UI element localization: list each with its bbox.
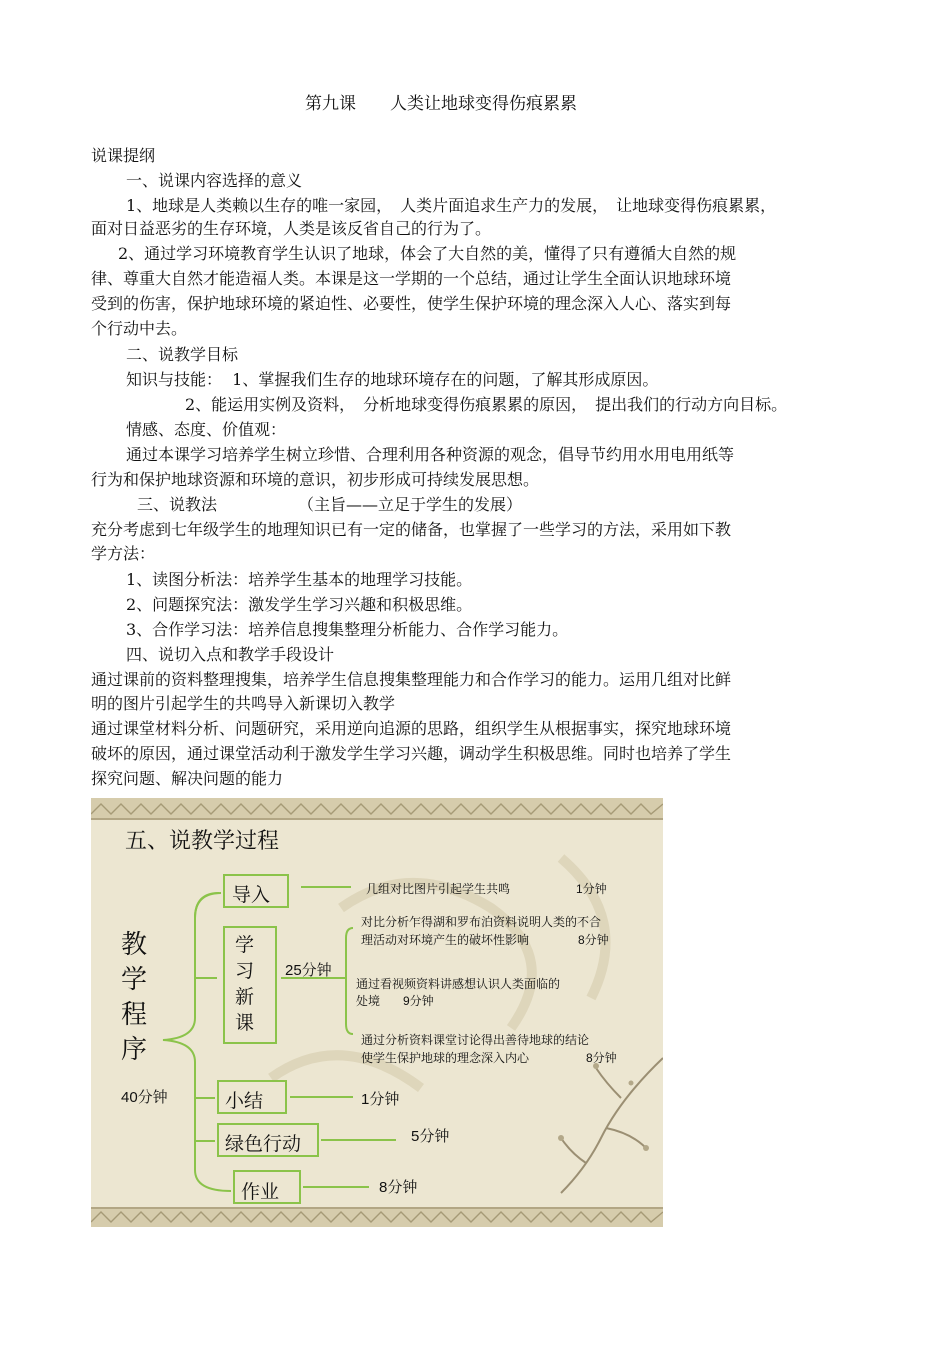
homework-time: 8分钟 (379, 1179, 418, 1196)
step-intro-box (223, 874, 289, 908)
detail-1-time: 8分钟 (578, 933, 609, 947)
paragraph-line: 通过课堂材料分析、问题研究，采用逆向追源的思路，组织学生从根据事实，探究地球环境 (91, 719, 732, 738)
step-green-label: 绿色行动 (225, 1133, 302, 1155)
detail-3-line2: 使学生保护地球的理念深入内心 (361, 1051, 530, 1065)
paragraph-line: 知识与技能： 1、掌握我们生存的地球环境存在的问题，了解其形成原因。 (126, 370, 659, 389)
step-new-lesson-box (223, 926, 277, 1044)
detail-1-line2: 理活动对环境产生的破坏性影响 (361, 933, 530, 947)
step-homework-box (233, 1170, 301, 1204)
detail-3-line1: 通过分析资料课堂讨论得出善待地球的结论 (361, 1033, 590, 1047)
section-heading: 三、说教法 (137, 495, 218, 514)
paragraph-line: 个行动中去。 (91, 319, 188, 338)
list-item: 2、问题探究法：激发学生学习兴趣和积极思维。 (126, 595, 473, 614)
list-item: 1、读图分析法：培养学生基本的地理学习技能。 (126, 570, 473, 589)
detail-3-time: 8分钟 (586, 1051, 617, 1065)
detail-1-line1: 对比分析乍得湖和罗布泊资料说明人类的不合 (361, 915, 602, 929)
outline-heading: 说课提纲 (91, 146, 156, 165)
paragraph-line: 2、通过学习环境教育学生认识了地球，体会了大自然的美，懂得了只有遵循大自然的规 (118, 244, 737, 263)
paragraph-line: 探究问题、解决问题的能力 (91, 769, 284, 788)
step-summary-label: 小结 (225, 1090, 264, 1112)
paragraph-line: 2、能运用实例及资料， 分析地球变得伤痕累累的原因， 提出我们的行动方向目标。 (185, 395, 788, 414)
lesson-title: 第九课 人类让地球变得伤痕累累 (305, 94, 577, 114)
main-label-char: 教 (121, 930, 148, 960)
step-intro-label: 导入 (232, 884, 271, 906)
section-heading: 一、说课内容选择的意义 (126, 171, 303, 190)
slide-heading: 五、说教学过程 (125, 829, 280, 854)
intro-time: 1分钟 (576, 882, 607, 896)
paragraph-line: 破坏的原因，通过课堂活动利于激发学生学习兴趣，调动学生积极思维。同时也培养了学生 (91, 744, 732, 763)
paragraph-line: 律、尊重大自然才能造福人类。本课是这一学期的一个总结，通过让学生全面认识地球环境 (91, 269, 732, 288)
step-homework-label: 作业 (241, 1181, 280, 1203)
slide-decoration (91, 798, 663, 1227)
section-note: （主旨——立足于学生的发展） (298, 495, 523, 514)
main-label-char: 学 (121, 965, 148, 995)
paragraph-line: 受到的伤害，保护地球环境的紧迫性、必要性，使学生保护环境的理念深入人心、落实到每 (91, 294, 732, 313)
section-heading: 四、说切入点和教学手段设计 (126, 645, 335, 664)
paragraph-line: 通过课前的资料整理搜集，培养学生信息搜集整理能力和合作学习的能力。运用几组对比鲜 (91, 670, 732, 689)
detail-2-time: 9分钟 (403, 994, 434, 1008)
paragraph-line: 情感、态度、价值观： (126, 420, 287, 439)
step-summary-box (217, 1080, 287, 1114)
step-new-lesson-char: 习 (235, 960, 255, 982)
step-new-lesson-char: 学 (235, 934, 255, 956)
list-item: 3、合作学习法：培养信息搜集整理分析能力、合作学习能力。 (126, 620, 569, 639)
total-time: 40分钟 (121, 1089, 168, 1106)
teaching-process-slide (91, 798, 663, 1227)
paragraph-line: 面对日益恶劣的生存环境，人类是该反省自己的行为了。 (91, 219, 492, 238)
paragraph-line: 1、地球是人类赖以生存的唯一家园， 人类片面追求生产力的发展， 让地球变得伤痕累累， (126, 196, 777, 215)
paragraph-line: 明的图片引起学生的共鸣导入新课切入教学 (91, 694, 396, 713)
step-new-lesson-char: 新 (235, 986, 255, 1008)
main-label-char: 序 (121, 1035, 148, 1065)
step-new-lesson-char: 课 (235, 1012, 255, 1034)
new-lesson-time: 25分钟 (285, 962, 332, 979)
paragraph-line: 学方法： (91, 544, 156, 563)
section-heading: 二、说教学目标 (126, 345, 239, 364)
paragraph-line: 通过本课学习培养学生树立珍惜、合理利用各种资源的观念，倡导节约用水用电用纸等 (126, 445, 735, 464)
paragraph-line: 行为和保护地球资源和环境的意识，初步形成可持续发展思想。 (91, 470, 540, 489)
summary-time: 1分钟 (361, 1091, 400, 1108)
green-time: 5分钟 (411, 1128, 450, 1145)
step-green-box (217, 1123, 319, 1157)
paragraph-line: 充分考虑到七年级学生的地理知识已有一定的储备，也掌握了一些学习的方法，采用如下教 (91, 520, 732, 539)
detail-2-line2: 处境 (356, 994, 381, 1008)
main-label-char: 程 (121, 1000, 148, 1030)
detail-2-line1: 通过看视频资料讲感想认识人类面临的 (356, 977, 561, 991)
intro-detail: 几组对比图片引起学生共鸣 (366, 882, 511, 896)
